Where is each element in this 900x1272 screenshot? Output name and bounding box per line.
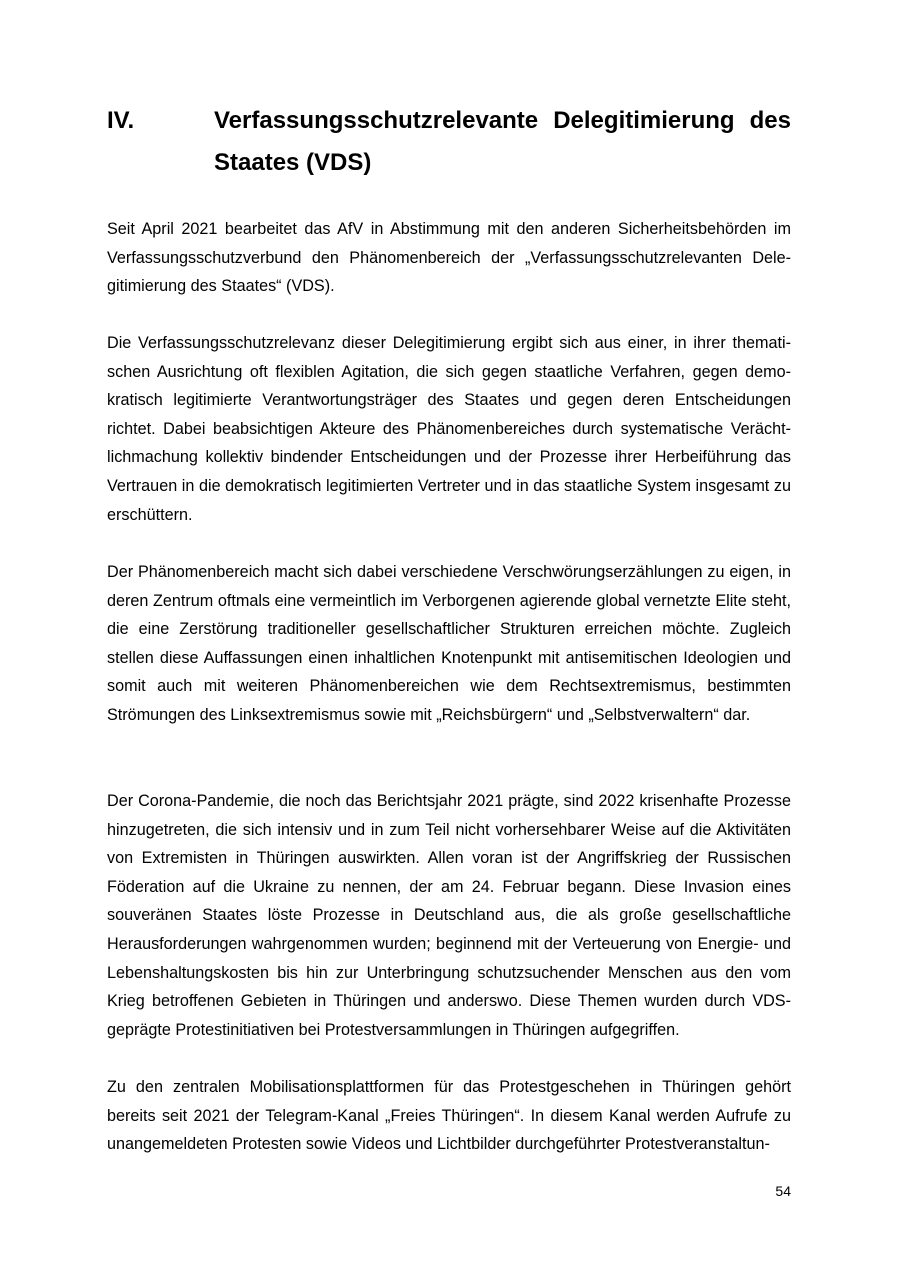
paragraph-5: Zu den zentralen Mobilisationsplattformen für das Protestgeschehen in Thüringen gehört bereits seit 2021 der Telegram-Kanal „Freies Thüringen“. In diesem Kanal werden Aufrufe zu unangemeldeten Protesten sowie Videos und Lichtbilder durchgeführter Protestveranstaltun- — [107, 1078, 791, 1154]
paragraph-4: Der Corona-Pandemie, die noch das Berichtsjahr 2021 prägte, sind 2022 krisenhafte Prozesse hinzugetreten, die sich intensiv und in zum Teil nicht vorhersehbarer Weise auf die Aktivitäten von Extremisten in Thüringen auswirkten. Allen voran ist der Angriffskrieg der Russischen Föderation auf die Ukraine zu nennen, der am 24. Februar begann. Diese Invasion eines souveränen Staates löste Prozesse in Deutschland aus, die als große gesellschaftliche Herausforderungen wahrgenommen wurden; beginnend mit der Verteuerung von Energie- und Lebenshaltungskosten bis hin zur Unterbringung schutzsuchender Menschen aus den vom Krieg betroffenen Gebieten in Thüringen und anderswo. Diese Themen wurden durch VDS-geprägte Protestinitiativen bei Protestversammlungen in Thüringen aufgegriffen. — [107, 792, 791, 1039]
paragraph-2: Die Verfassungsschutzrelevanz dieser Delegitimierung ergibt sich aus einer, in ihrer thematischen Ausrichtung oft flexiblen Agitation, die sich gegen staatliche Verfahren, gegen demokratisch legitimierte Verantwortungsträger des Staates und gegen deren Entscheidungen richtet. Dabei beabsichtigen Akteure des Phänomenbereiches durch systematische Verächtlichmachung kollektiv bindender Entscheidungen und der Prozesse ihrer Herbeiführung das Vertrauen in die demokratisch legitimierten Vertreter und in das staatliche System insgesamt zu erschüttern. — [107, 334, 791, 524]
paragraph-3: Der Phänomenbereich macht sich dabei verschiedene Verschwörungserzählungen zu eigen, in deren Zentrum oftmals eine vermeintlich im Verborgenen agierende global vernetzte Elite steht, die eine Zerstörung traditioneller gesellschaftlicher Strukturen erreichen möchte. Zugleich stellen diese Auffassungen einen inhaltlichen Knotenpunkt mit antisemitischen Ideologien und somit auch mit weiteren Phänomenbereichen wie dem Rechtsextremismus, bestimmten Strömungen des Linksextremismus sowie mit „Reichsbürgern“ und „Selbstverwaltern“ dar. — [107, 563, 791, 724]
page-number: 54 — [775, 1183, 791, 1199]
section-number: IV. — [107, 107, 135, 134]
section-heading — [107, 100, 791, 184]
section-title: Verfassungsschutzrelevante Delegitimierung des Staates (VDS) — [214, 107, 791, 176]
paragraph-1: Seit April 2021 bearbeitet das AfV in Abstimmung mit den anderen Sicherheitsbehörden im Verfassungsschutzverbund den Phänomenbereich der „Verfassungsschutzrelevanten Delegitimierung des Staates“ (VDS). — [107, 220, 791, 296]
